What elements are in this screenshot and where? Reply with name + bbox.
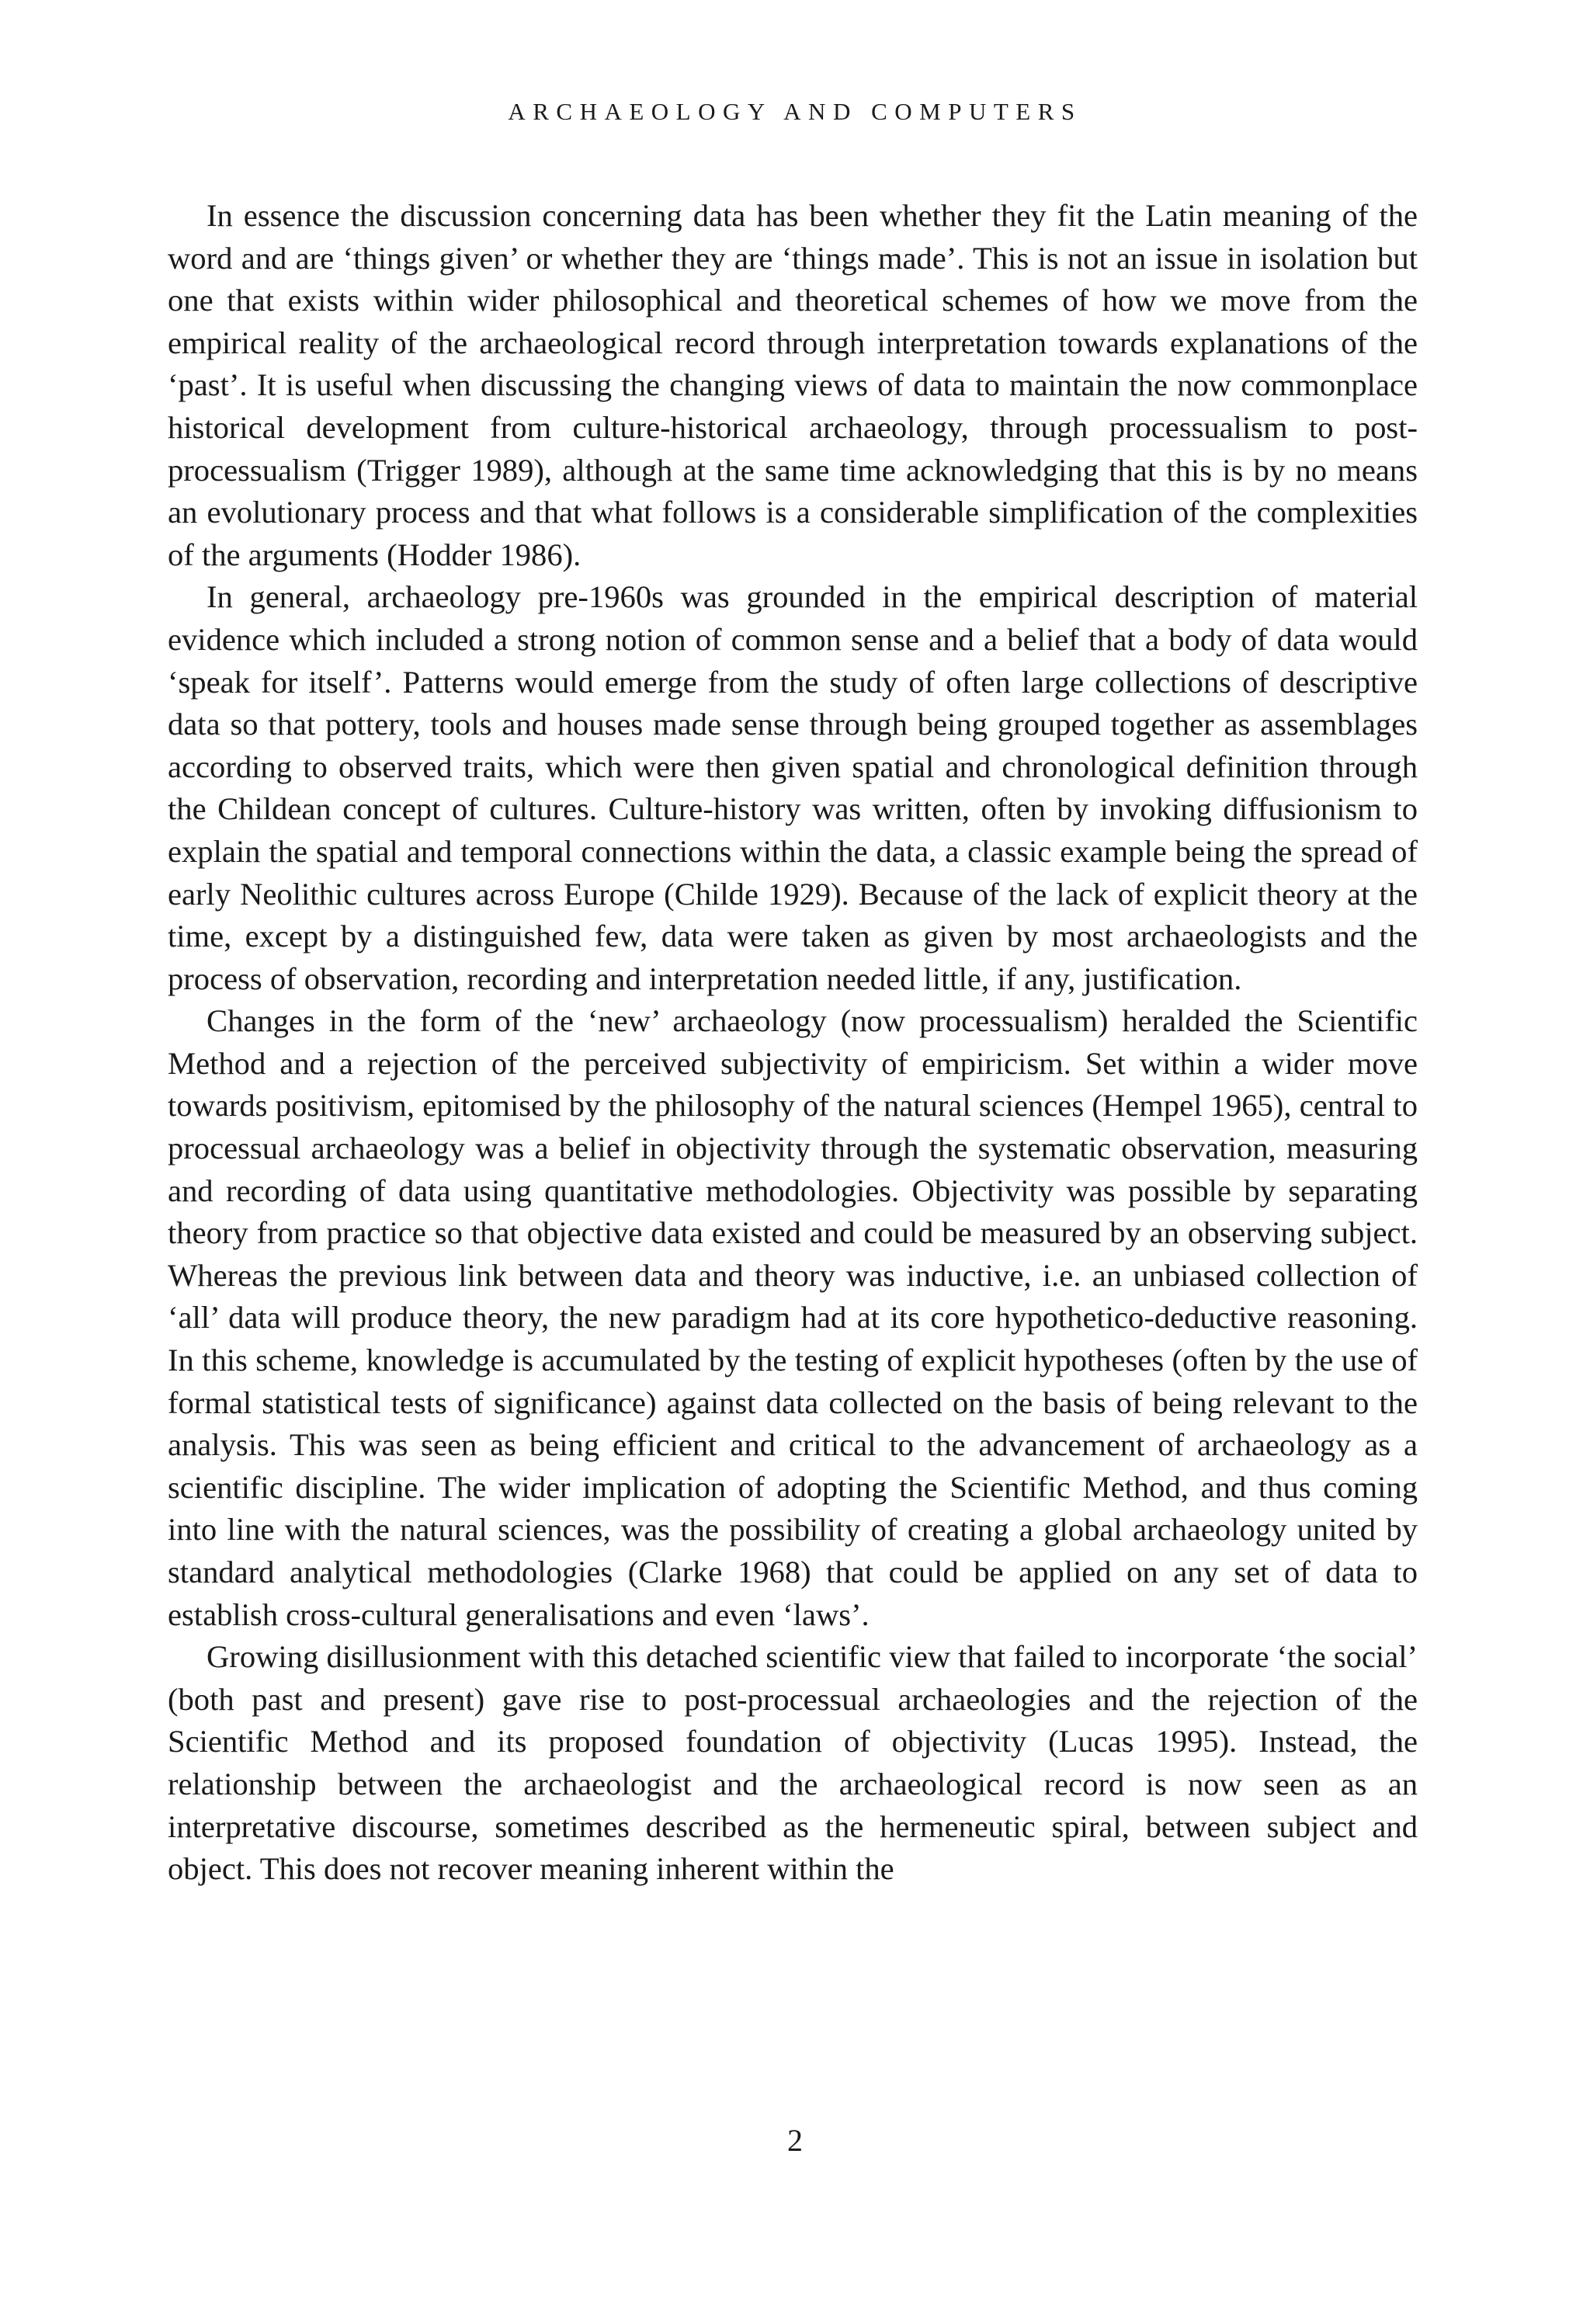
running-head: ARCHAEOLOGY AND COMPUTERS [508, 98, 1082, 125]
paragraph-culture-history: In general, archaeology pre-1960s was grounded in the empirical description of material evidence which included a strong notion of common sense and a belief that a body of data would ‘speak for itself’. Patterns would emerge from the study of often large collections of descriptive data so that pottery, tools and houses made sense through being grouped together as assemblages according to observed traits, which were then given spatial and chronological definition through the Childean concept of cultures. Culture-history was written, often by invoking diffusionism to explain the spatial and temporal connections within the data, a classic example being the spread of early Neolithic cultures across Europe (Childe 1929). Because of the lack of explicit theory at the time, except by a distinguished few, data were taken as given by most archaeologists and the process of observation, recording and interpretation needed little, if any, justification. [168, 579, 1418, 996]
page-number: 2 [787, 2123, 803, 2158]
paragraph-post-processualism: Growing disillusionment with this detached scientific view that failed to incorporate ‘the social’ (both past and present) gave rise to post-processual archaeologies and the rejection of the Scientific Method and its proposed foundation of objectivity (Lucas 1995). Instead, the relationship between the archaeologist and the archaeological record is now seen as an interpretative discourse, sometimes described as the hermeneutic spiral, between subject and object. This does not recover meaning inherent within the [168, 1639, 1418, 1887]
paragraph-data-meaning: In essence the discussion concerning data has been whether they fit the Latin meaning of the word and are ‘things given’ or whether they are ‘things made’. This is not an issue in isolation but one that exists within wider philosophical and theoretical schemes of how we move from the empirical reality of the archaeological record through interpretation towards explanations of the ‘past’. It is useful when discussing the changing views of data to maintain the now commonplace historical development from culture-historical archaeology, through processualism to post-processualism (Trigger 1989), although at the same time acknowledging that this is by no means an evolutionary process and that what follows is a considerable simplification of the complexities of the arguments (Hodder 1986). [168, 198, 1418, 572]
body-text [168, 195, 1418, 1891]
paragraph-processualism: Changes in the form of the ‘new’ archaeology (now processualism) heralded the Scientific Method and a rejection of the perceived subjectivity of empiricism. Set within a wider move towards positivism, epitomised by the philosophy of the natural sciences (Hempel 1965), central to processual archaeology was a belief in objectivity through the systematic observation, measuring and recording of data using quantitative methodologies. Objectivity was possible by separating theory from practice so that objective data existed and could be measured by an observing subject. Whereas the previous link between data and theory was inductive, i.e. an unbiased collection of ‘all’ data will produce theory, the new paradigm had at its core hypothetico-deductive reasoning. In this scheme, knowledge is accumulated by the testing of explicit hypotheses (often by the use of formal statistical tests of significance) against data collected on the basis of being relevant to the analysis. This was seen as being efficient and critical to the advancement of archaeology as a scientific discipline. The wider implication of adopting the Scientific Method, and thus coming into line with the natural sciences, was the possibility of creating a global archaeology united by standard analytical methodologies (Clarke 1968) that could be applied on any set of data to establish cross-cultural generalisations and even ‘laws’. [168, 1003, 1418, 1632]
